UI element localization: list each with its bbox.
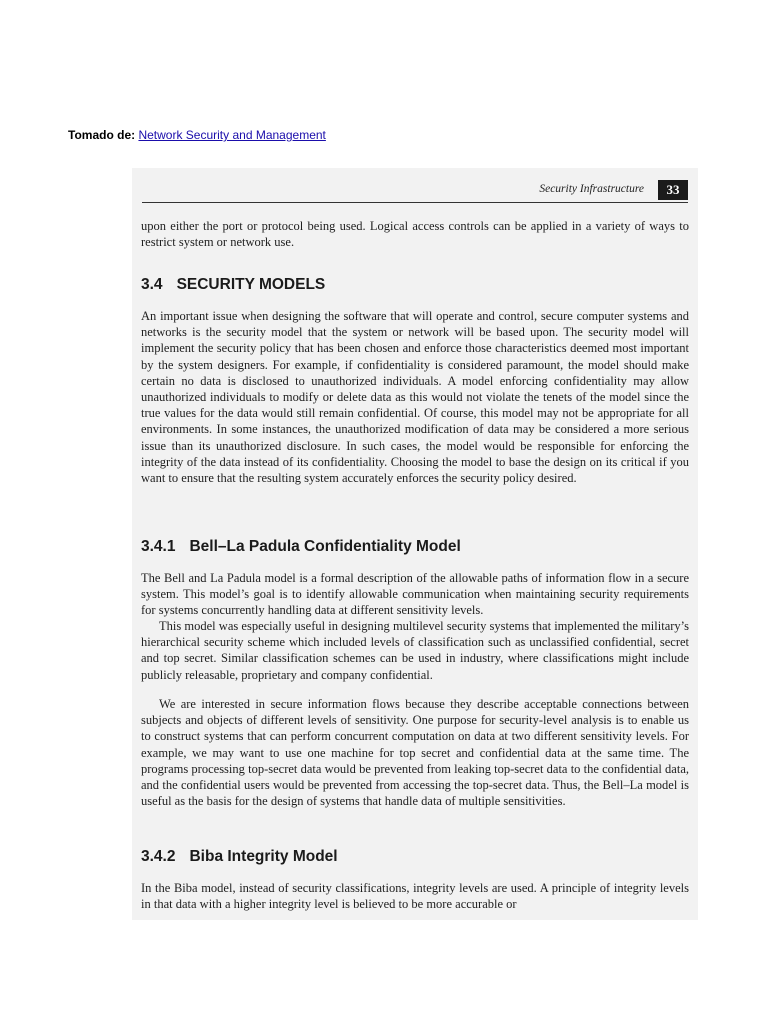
section-heading-3-4 xyxy=(141,276,325,294)
section-heading-3-4-2 xyxy=(141,848,338,866)
section-number: 3.4.2 xyxy=(141,848,176,865)
running-head xyxy=(142,180,688,203)
section-title: Bell–La Padula Confidentiality Model xyxy=(189,538,461,555)
scanned-page xyxy=(132,168,698,920)
bell-lapadula-paragraph-3: We are interested in secure information flows because they describe acceptable connections between subjects and objects of different levels of sensitivity. One purpose for security-level analysis is to enable us to construct systems that can perform concurrent computation on data at two different sensitivity levels. For example, we may want to use one machine for top secret and confidential data at the same time. The programs processing top-secret data would be prevented from leaking top-secret data to the confidential data, and the confidential users would be prevented from accessing the top-secret data. Thus, the Bell–La model is useful as the basis for the design of systems that handle data of multiple sensitivities. xyxy=(141,697,689,809)
bell-lapadula-paragraph-1: The Bell and La Padula model is a formal description of the allowable paths of information flow in a secure system. This model’s goal is to identify allowable communication when maintaining security requirements for systems concurrently handling data at different sensitivity levels. xyxy=(141,571,689,618)
section-title: Biba Integrity Model xyxy=(189,848,338,865)
bell-lapadula-paragraph-2: This model was especially useful in designing multilevel security systems that implemented the military’s hierarchical security scheme which included levels of classification such as unclassified confidential, secret and top secret. Similar classification schemes can be used in industry, where classifications might include publicly releasable, proprietary and company confidential. xyxy=(141,619,689,682)
section-number: 3.4.1 xyxy=(141,538,176,555)
source-line xyxy=(68,128,326,142)
section-title: SECURITY MODELS xyxy=(176,276,326,293)
biba-paragraph: In the Biba model, instead of security classifications, integrity levels are used. A principle of integrity levels in that data with a higher integrity level is believed to be more accurable or xyxy=(141,881,689,912)
intro-paragraph: upon either the port or protocol being used. Logical access controls can be applied in a variety of ways to restrict system or network use. xyxy=(141,219,689,250)
running-head-title: Security Infrastructure xyxy=(539,183,644,195)
page-number: 33 xyxy=(658,180,688,200)
section-heading-3-4-1 xyxy=(141,538,461,556)
section-number: 3.4 xyxy=(141,276,163,293)
security-models-paragraph: An important issue when designing the software that will operate and control, secure computer systems and networks is the security model that the system or network will be based upon. The security model will implement the security policy that has been chosen and enforce those characteristics deemed most important by the system designers. For example, if confidentiality is considered paramount, the model should make certain no data is disclosed to unauthorized individuals. A model enforcing confidentiality may allow unauthorized individuals to modify or delete data as this would not violate the tenets of the model since the true values for the data would still remain confidential. Of course, this model may not be appropriate for all environments. In some instances, the unauthorized modification of data may be considered a more serious issue than its unauthorized disclosure. In such cases, the model would be responsible for enforcing the integrity of the data instead of its confidentiality. Choosing the model to base the design on its critical if you want to ensure that the resulting system accurately enforces the security policy desired. xyxy=(141,309,689,486)
source-link[interactable]: Network Security and Management xyxy=(138,128,326,142)
source-label: Tomado de: xyxy=(68,128,136,142)
